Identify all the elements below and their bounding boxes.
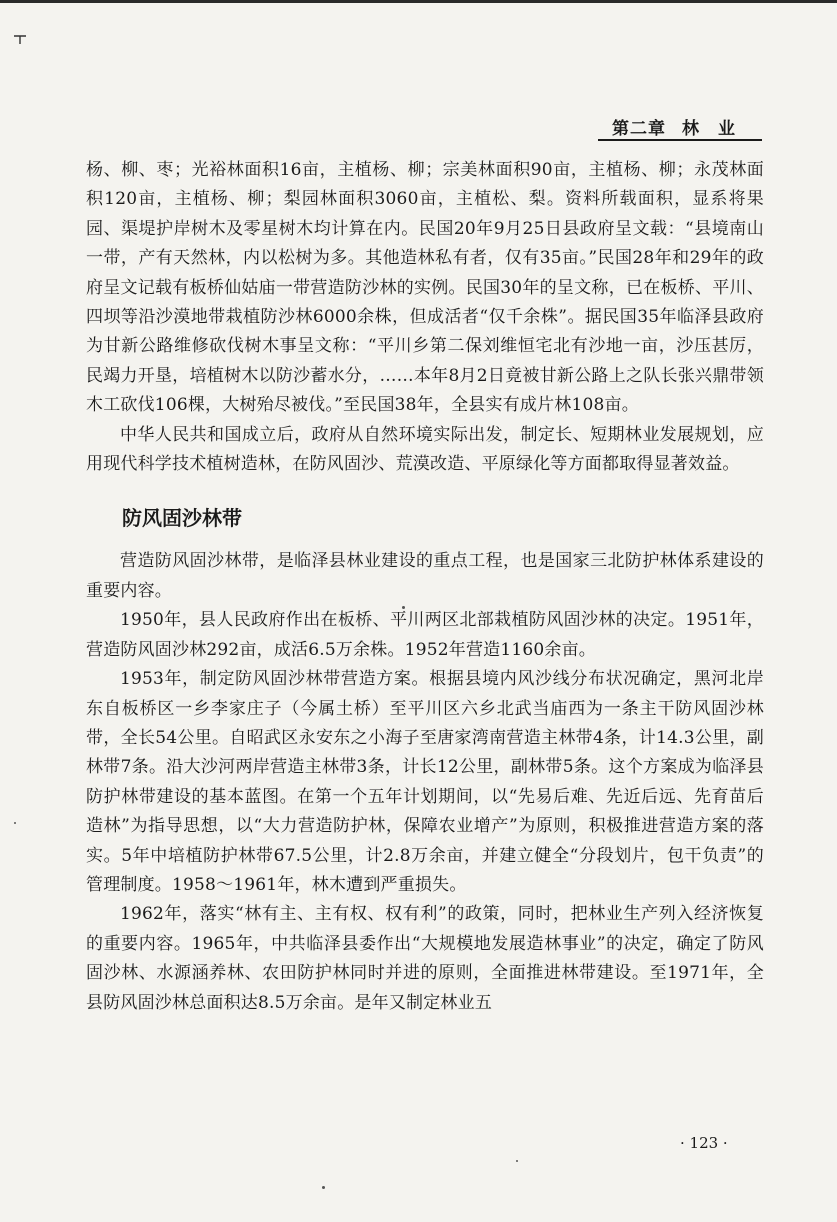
margin-tick-mark (12, 32, 28, 46)
running-head-rule (598, 139, 762, 141)
running-head-chapter: 第二章 (612, 119, 666, 139)
scan-speck (402, 606, 405, 609)
paragraph: 1953年，制定防风固沙林带营造方案。根据县境内风沙线分布状况确定，黑河北岸东自板桥区一乡李家庄子（今属土桥）至平川区六乡北武当庙西为一条主干防风固沙林带，全长54公里。自昭武区永安东之小海子至唐家湾南营造主林带4条，计14.3公里，副林带7条。沿大沙河两岸营造主林带3条，计长12公里，副林带5条。这个方案成为临泽县防护林带建设的基本蓝图。在第一个五年计划期间，以“先易后难、先近后远、先育苗后造林”为指导思想，以“大力营造防护林，保障农业增产”为原则，积极推进营造方案的落实。5年中培植防护林带67.5公里，计2.8万余亩，并建立健全“分段划片，包干负责”的管理制度。1958～1961年，林木遭到严重损失。 (86, 669, 764, 895)
scan-speck (322, 1186, 325, 1189)
section-heading: 防风固沙林带 (122, 506, 242, 531)
running-head-title: 林 业 (682, 119, 736, 139)
scan-speck (14, 822, 16, 824)
paragraph: 营造防风固沙林带，是临泽县林业建设的重点工程，也是国家三北防护林体系建设的重要内容。 (86, 551, 764, 601)
body-text (86, 156, 764, 1018)
scan-top-edge (0, 0, 837, 3)
page-number: · 123 · (680, 1134, 728, 1152)
running-head (612, 114, 736, 139)
paragraph: 1950年，县人民政府作出在板桥、平川两区北部栽植防风固沙林的决定。1951年，营造防风固沙林292亩，成活6.5万余株。1952年营造1160余亩。 (86, 610, 764, 660)
paragraph: 1962年，落实“林有主、主有权、权有利”的政策，同时，把林业生产列入经济恢复的重要内容。1965年，中共临泽县委作出“大规模地发展造林事业”的决定，确定了防风固沙林、水源涵养林、农田防护林同时并进的原则，全面推进林带建设。至1971年，全县防风固沙林总面积达8.5万余亩。是年又制定林业五 (86, 904, 764, 1013)
paragraph: 杨、柳、枣；光裕林面积16亩，主植杨、柳；宗美林面积90亩，主植杨、柳；永茂林面积120亩，主植杨、柳；梨园林面积3060亩，主植松、梨。资料所载面积，显系将果园、渠堤护岸树木及零星树木均计算在内。民国20年9月25日县政府呈文载：“县境南山一带，产有天然林，内以松树为多。其他造林私有者，仅有35亩。”民国28年和29年的政府呈文记载有板桥仙姑庙一带营造防沙林的实例。民国30年的呈文称，已在板桥、平川、四坝等沿沙漠地带栽植防沙林6000余株，但成活者“仅千余株”。据民国35年临泽县政府为甘新公路维修砍伐树木事呈文称：“平川乡第二保刘维恒宅北有沙地一亩，沙压甚厉，民竭力开垦，培植树木以防沙蓄水分，……本年8月2日竟被甘新公路上之队长张兴鼎带领木工砍伐106棵，大树殆尽被伐。”至民国38年，全县实有成片林108亩。 (86, 160, 764, 416)
paragraph: 中华人民共和国成立后，政府从自然环境实际出发，制定长、短期林业发展规划，应用现代科学技术植树造林，在防风固沙、荒漠改造、平原绿化等方面都取得显著效益。 (86, 424, 764, 475)
scan-speck (516, 1160, 518, 1162)
